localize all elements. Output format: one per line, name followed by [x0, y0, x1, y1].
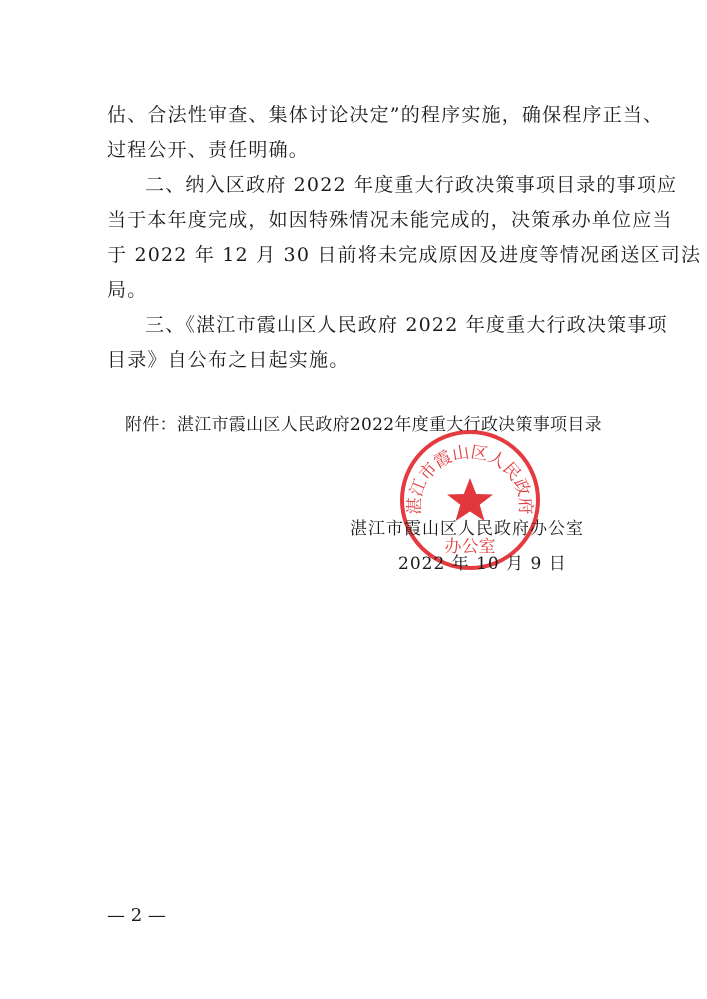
body-line-7: 三、《湛江市霞山区人民政府 2022 年度重大行政决策事项 [145, 314, 668, 336]
body-line-6: 局。 [107, 279, 148, 301]
official-seal-icon [398, 428, 542, 572]
body-line-1: 估、合法性审查、集体讨论决定”的程序实施，确保程序正当、 [107, 104, 664, 126]
body-line-4: 当于本年度完成，如因特殊情况未能完成的，决策承办单位应当 [107, 209, 673, 231]
signature-org: 湛江市霞山区人民政府办公室 [350, 519, 584, 539]
signature-date: 2022 年 10 月 9 日 [398, 554, 567, 574]
body-line-8: 目录》自公布之日起实施。 [107, 349, 350, 371]
svg-text:办公室: 办公室 [444, 537, 496, 557]
body-line-5: 于 2022 年 12 月 30 日前将未完成原因及进度等情况函送区司法 [107, 244, 702, 266]
svg-text:湛江市霞山区人民政府: 湛江市霞山区人民政府 [404, 442, 536, 515]
body-line-3: 二、纳入区政府 2022 年度重大行政决策事项目录的事项应 [145, 174, 678, 196]
page-number: — 2 — [107, 905, 166, 926]
attachment-line: 附件：湛江市霞山区人民政府2022年度重大行政决策事项目录 [125, 415, 602, 435]
body-line-2: 过程公开、责任明确。 [107, 139, 310, 161]
